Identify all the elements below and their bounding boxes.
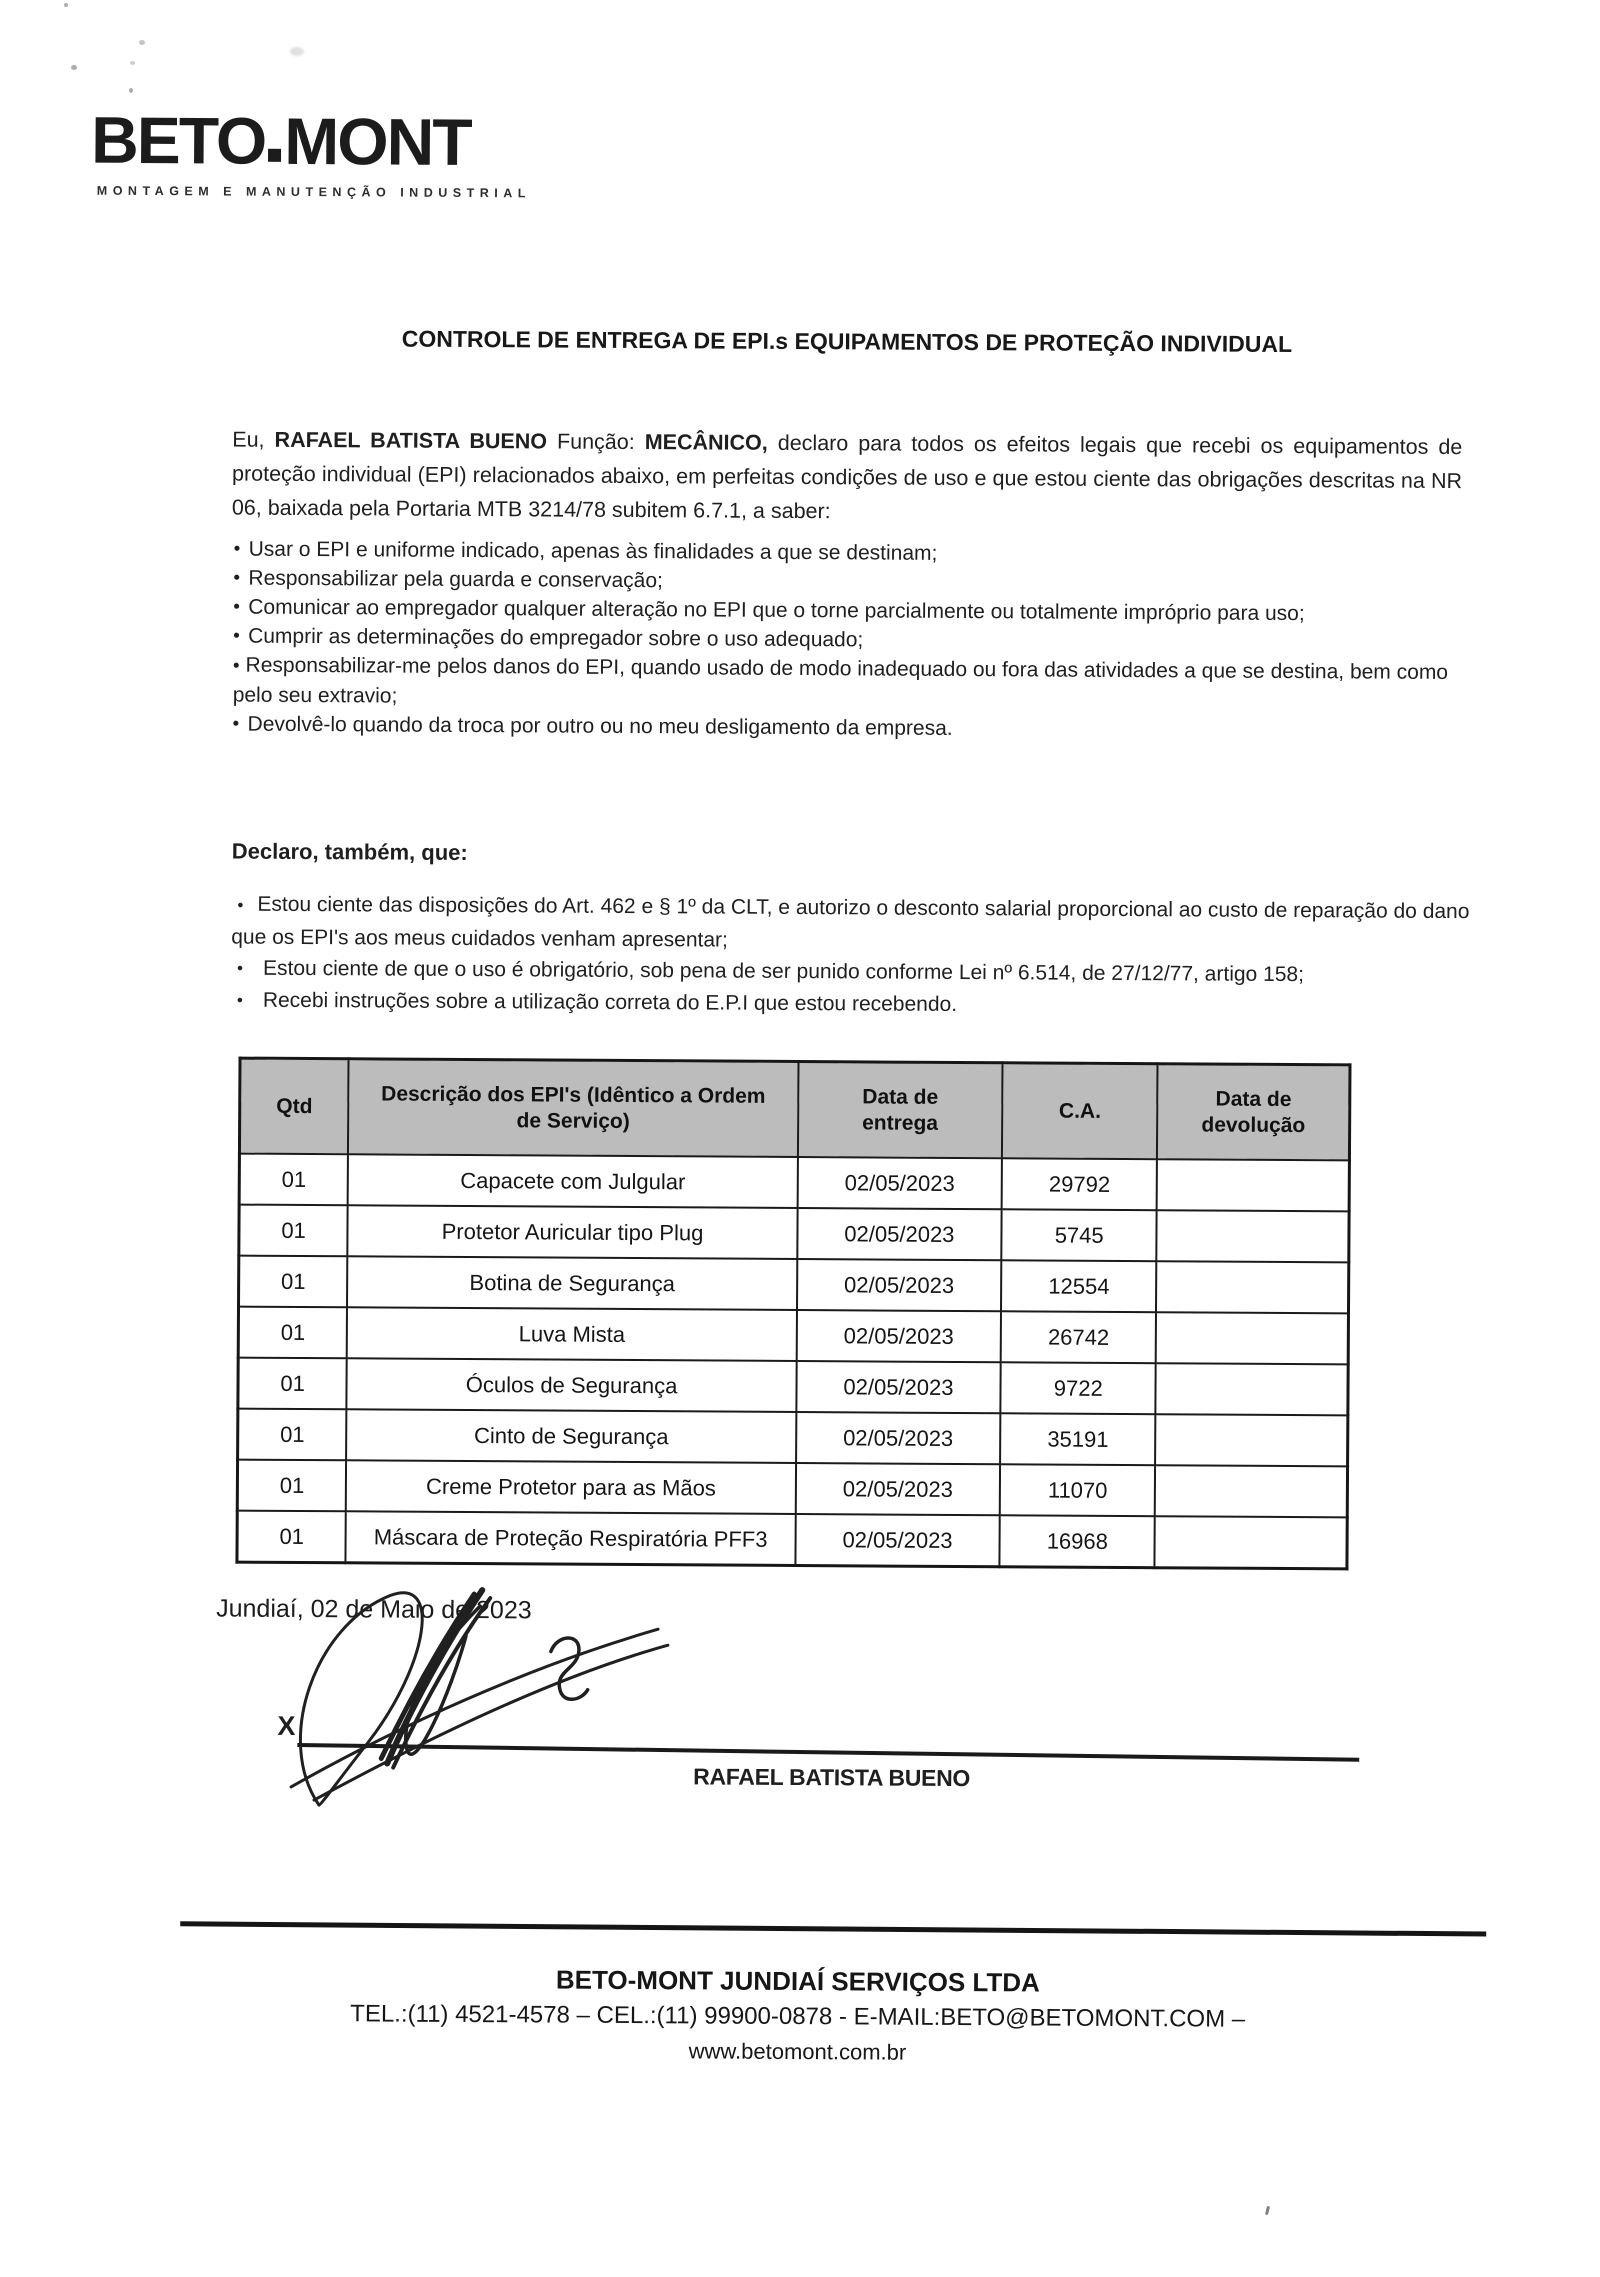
scan-speck bbox=[130, 61, 135, 65]
cell-ca: 16968 bbox=[999, 1515, 1155, 1567]
intro-body: declaro para todos os efeitos legais que recebi os equipamentos de proteção individual (EPI) relacionados abaixo, em perfeitas condições de uso e que estou ciente das obrigações descritas na NR 06, baixada pela Portaria MTB 3214/78 subitem 6.7.1, a saber: bbox=[231, 430, 1463, 523]
list-item: • Devolvê-lo quando da troca por outro ou no meu desligamento da empresa. bbox=[232, 710, 1472, 747]
logo-part1: BETO bbox=[90, 102, 266, 178]
scan-speck bbox=[290, 47, 304, 56]
cell-qtd: 01 bbox=[239, 1205, 348, 1257]
table-header-row bbox=[239, 1058, 1350, 1160]
cell-devolucao bbox=[1156, 1312, 1348, 1364]
logo-dot-icon bbox=[268, 149, 281, 162]
cell-qtd: 01 bbox=[237, 1511, 346, 1563]
logo-wordmark bbox=[90, 102, 531, 179]
cell-devolucao bbox=[1157, 1210, 1349, 1262]
cell-ca: 11070 bbox=[1000, 1464, 1156, 1516]
cell-descricao: Máscara de Proteção Respiratória PFF3 bbox=[346, 1511, 796, 1565]
footer-contacts: TEL.:(11) 4521-4578 – CEL.:(11) 99900-0878 - E-MAIL:BETO@BETOMONT.COM – bbox=[350, 2000, 1246, 2033]
list-item: • Estou ciente das disposições do Art. 462 e § 1º da CLT, e autorizo o desconto salarial proporcional ao custo de reparação do dano que os EPI's aos meus cuidados venham apresentar; bbox=[231, 889, 1476, 961]
cell-devolucao bbox=[1155, 1465, 1347, 1517]
table-row bbox=[239, 1205, 1349, 1263]
cell-qtd: 01 bbox=[238, 1307, 347, 1359]
list-item: • Comunicar ao empregador qualquer alteração no EPI que o torne parcialmente ou totalmente impróprio para uso; bbox=[233, 593, 1473, 630]
table-row bbox=[239, 1154, 1349, 1212]
cell-descricao: Luva Mista bbox=[347, 1307, 797, 1361]
funcao-value: MECÂNICO, bbox=[644, 429, 768, 455]
footer bbox=[67, 1959, 1528, 2074]
declaro-heading: Declaro, também, que: bbox=[231, 838, 468, 865]
epi-delivery-table bbox=[235, 1057, 1351, 1571]
cell-devolucao bbox=[1156, 1414, 1348, 1466]
cell-devolucao bbox=[1155, 1516, 1347, 1569]
date-line: Jundiaí, 02 de Maio de 2023 bbox=[216, 1594, 532, 1625]
cell-devolucao bbox=[1157, 1159, 1349, 1211]
header-entrega: Data de entrega bbox=[798, 1062, 1003, 1159]
scan-speck bbox=[139, 40, 145, 45]
logo-tagline: MONTAGEM E MANUTENÇÃO INDUSTRIAL bbox=[96, 183, 531, 201]
table-row bbox=[237, 1460, 1347, 1518]
cell-descricao: Cinto de Segurança bbox=[346, 1409, 796, 1463]
cell-descricao: Creme Protetor para as Mãos bbox=[346, 1460, 796, 1514]
table-row bbox=[237, 1511, 1347, 1569]
signature-x-mark: X bbox=[277, 1710, 296, 1741]
cell-qtd: 01 bbox=[238, 1358, 347, 1410]
intro-lead: Eu, bbox=[232, 427, 265, 452]
cell-descricao: Botina de Segurança bbox=[347, 1256, 797, 1310]
table-row bbox=[238, 1409, 1348, 1467]
scan-speck bbox=[64, 3, 68, 7]
list-item: • Usar o EPI e uniforme indicado, apenas às finalidades a que se destinam; bbox=[234, 535, 1474, 572]
cell-ca: 12554 bbox=[1001, 1260, 1157, 1312]
cell-descricao: Óculos de Segurança bbox=[347, 1358, 797, 1412]
scan-speck bbox=[129, 88, 133, 93]
cell-qtd: 01 bbox=[239, 1256, 348, 1308]
table-row bbox=[239, 1256, 1349, 1314]
funcao-label: Função: bbox=[556, 429, 635, 454]
cell-entrega: 02/05/2023 bbox=[796, 1412, 1001, 1464]
cell-ca: 5745 bbox=[1001, 1209, 1157, 1261]
signature-scribble bbox=[269, 1575, 670, 1822]
header-qtd: Qtd bbox=[239, 1058, 348, 1154]
cell-qtd: 01 bbox=[238, 1409, 347, 1461]
list-item: • Recebi instruções sobre a utilização correta do E.P.I que estou recebendo. bbox=[231, 984, 1476, 1023]
cell-entrega: 02/05/2023 bbox=[797, 1259, 1002, 1311]
company-logo bbox=[90, 102, 532, 201]
signer-name: RAFAEL BATISTA BUENO bbox=[693, 1763, 971, 1792]
cell-ca: 9722 bbox=[1000, 1362, 1156, 1414]
intro-paragraph bbox=[232, 422, 1463, 532]
cell-devolucao bbox=[1156, 1363, 1348, 1415]
document-title: CONTROLE DE ENTREGA DE EPI.s EQUIPAMENTOS DE PROTEÇÃO INDIVIDUAL bbox=[401, 325, 1293, 358]
cell-descricao: Protetor Auricular tipo Plug bbox=[348, 1205, 798, 1259]
footer-website: www.betomont.com.br bbox=[688, 2038, 907, 2065]
obligations-list bbox=[232, 535, 1473, 747]
cell-ca: 35191 bbox=[1000, 1413, 1156, 1465]
cell-entrega: 02/05/2023 bbox=[797, 1310, 1002, 1362]
header-descricao: Descrição dos EPI's (Idêntico a Ordem de Serviço) bbox=[348, 1059, 798, 1157]
cell-entrega: 02/05/2023 bbox=[796, 1361, 1001, 1413]
cell-ca: 29792 bbox=[1002, 1158, 1158, 1210]
footer-company-name: BETO-MONT JUNDIAÍ SERVIÇOS LTDA bbox=[555, 1964, 1040, 1998]
cell-entrega: 02/05/2023 bbox=[796, 1463, 1001, 1515]
cell-ca: 26742 bbox=[1001, 1311, 1157, 1363]
table-row bbox=[238, 1358, 1348, 1416]
cell-entrega: 02/05/2023 bbox=[795, 1514, 1000, 1567]
cell-qtd: 01 bbox=[239, 1154, 348, 1206]
logo-part2: MONT bbox=[284, 103, 471, 179]
scan-speck bbox=[71, 65, 77, 70]
table-row bbox=[238, 1307, 1348, 1365]
list-item: • Cumprir as determinações do empregador sobre o uso adequado; bbox=[233, 622, 1473, 659]
cell-entrega: 02/05/2023 bbox=[797, 1208, 1002, 1260]
header-ca: C.A. bbox=[1002, 1063, 1158, 1159]
employee-name: RAFAEL BATISTA BUENO bbox=[274, 427, 548, 453]
cell-devolucao bbox=[1156, 1261, 1348, 1313]
cell-qtd: 01 bbox=[237, 1460, 346, 1512]
cell-entrega: 02/05/2023 bbox=[797, 1157, 1002, 1209]
cell-descricao: Capacete com Julgular bbox=[348, 1154, 798, 1208]
list-item: • Responsabilizar pela guarda e conservação; bbox=[233, 564, 1473, 601]
footer-divider bbox=[180, 1921, 1486, 1936]
list-item: • Responsabilizar-me pelos danos do EPI, quando usado de modo inadequado ou fora das atividades a que se destina, bem como pelo seu extravio; bbox=[233, 651, 1473, 718]
declarations-list bbox=[231, 889, 1477, 1024]
list-item: • Estou ciente de que o uso é obrigatório, sob pena de ser punido conforme Lei nº 6.514, de 27/12/77, artigo 158; bbox=[231, 953, 1476, 992]
header-devolucao: Data de devolução bbox=[1157, 1064, 1350, 1161]
